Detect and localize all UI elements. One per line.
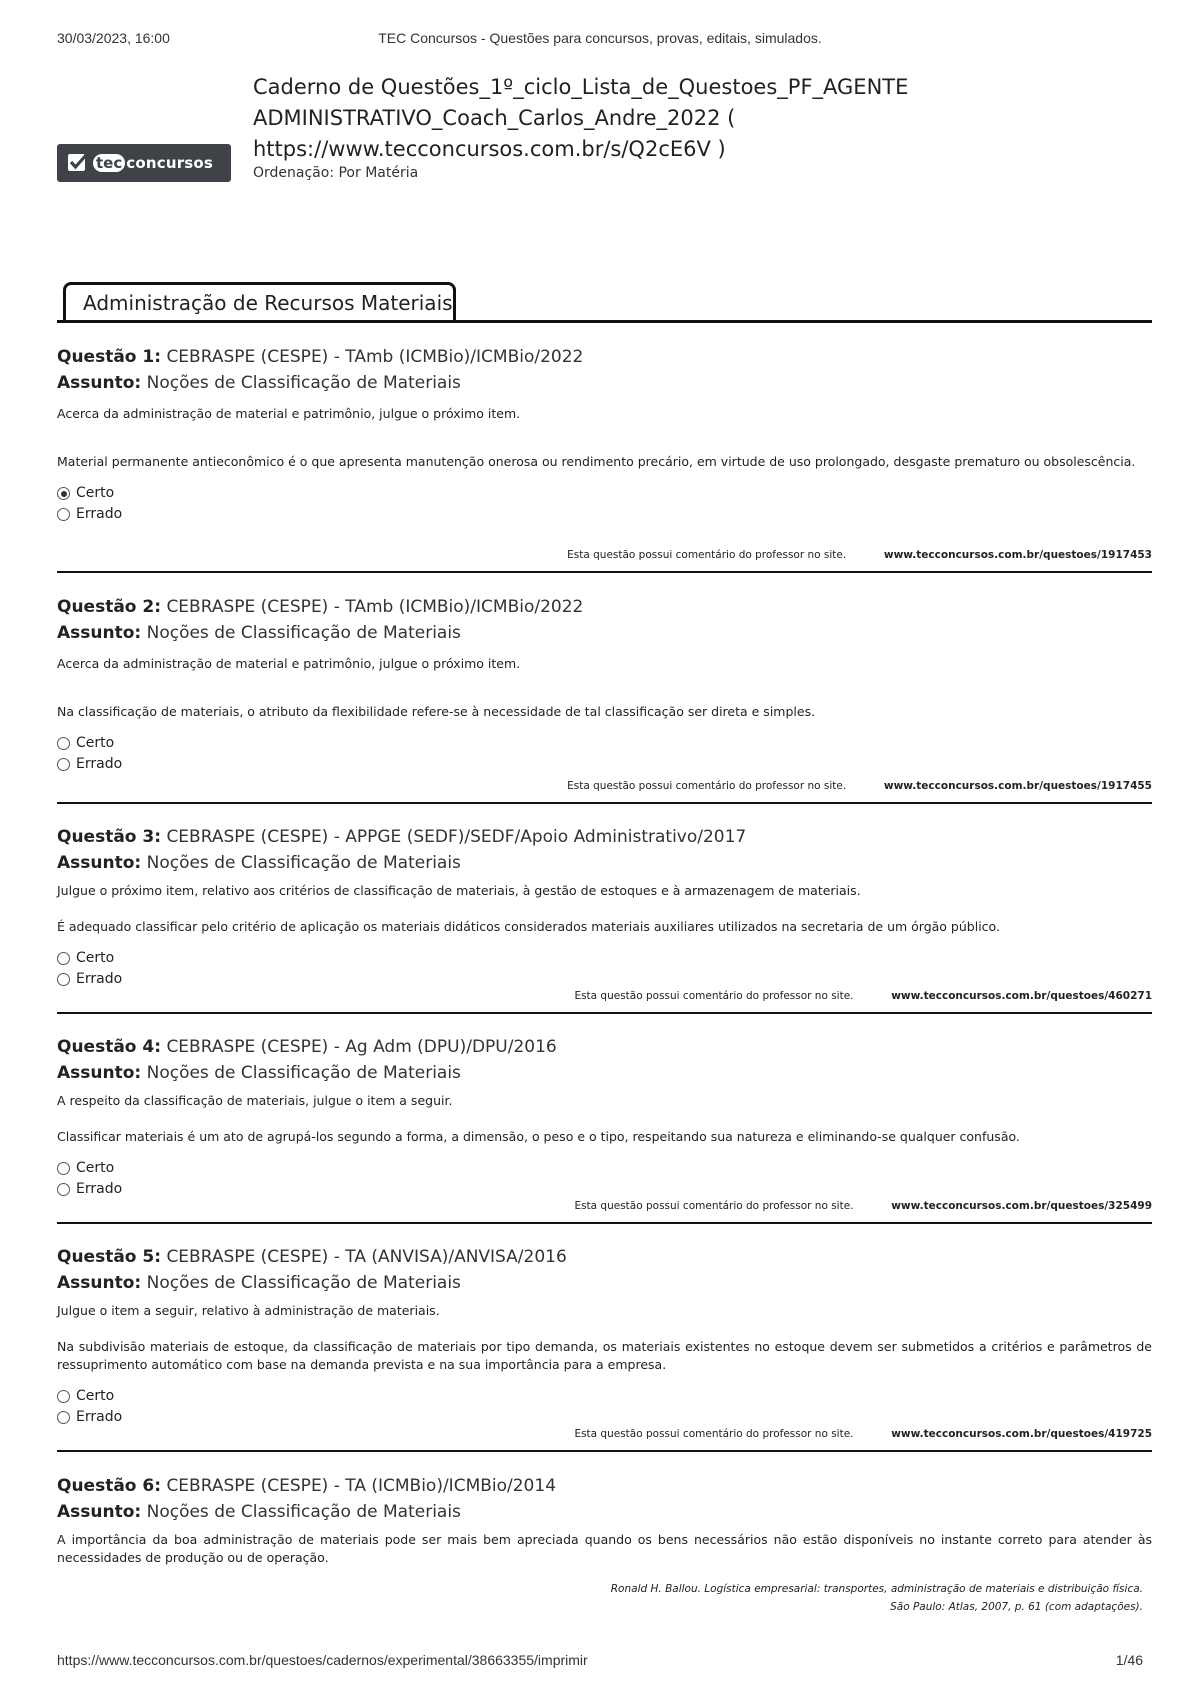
question-divider — [57, 1222, 1152, 1224]
question-number: Questão 2: — [57, 597, 162, 617]
radio-errado[interactable] — [57, 973, 70, 986]
option-errado[interactable] — [57, 754, 1152, 775]
question-footer — [574, 1200, 1152, 1212]
question-link[interactable]: www.tecconcursos.com.br/questoes/325499 — [891, 1200, 1152, 1212]
option-certo[interactable] — [57, 733, 1152, 754]
question-intro: Julgue o item a seguir, relativo à administração de materiais. — [57, 1303, 440, 1318]
option-errado[interactable] — [57, 1407, 1152, 1428]
page-number: 1/46 — [1115, 1652, 1143, 1668]
question-link[interactable]: www.tecconcursos.com.br/questoes/1917455 — [883, 780, 1152, 792]
option-label: Certo — [76, 735, 115, 751]
radio-errado[interactable] — [57, 1411, 70, 1424]
comment-note: Esta questão possui comentário do professor no site. — [567, 549, 847, 561]
question-divider — [57, 1012, 1152, 1014]
answer-options — [57, 948, 1152, 990]
tecconcursos-logo — [57, 144, 231, 182]
question-header — [57, 1244, 1152, 1270]
print-url: https://www.tecconcursos.com.br/questoes/cadernos/experimental/38663355/imprimir — [57, 1652, 588, 1668]
subject-tab: Administração de Recursos Materiais — [63, 282, 456, 322]
comment-note: Esta questão possui comentário do professor no site. — [574, 1428, 854, 1440]
logo-concursos: concursos — [126, 154, 214, 172]
radio-errado[interactable] — [57, 1183, 70, 1196]
question-number: Questão 1: — [57, 347, 162, 367]
radio-errado[interactable] — [57, 758, 70, 771]
option-certo[interactable] — [57, 1158, 1152, 1179]
question-header — [57, 1473, 1152, 1499]
option-label: Certo — [76, 950, 115, 966]
caderno-header — [57, 72, 1157, 202]
logo-tec: tec — [93, 154, 125, 172]
radio-errado[interactable] — [57, 508, 70, 521]
question-topic — [57, 1499, 1152, 1525]
option-errado[interactable] — [57, 1179, 1152, 1200]
question-header — [57, 1034, 1152, 1060]
radio-certo[interactable] — [57, 1162, 70, 1175]
question-link[interactable]: www.tecconcursos.com.br/questoes/1917453 — [883, 549, 1152, 561]
question-statement: É adequado classificar pelo critério de aplicação os materiais didáticos considerados materiais auxiliares utilizados na secretaria de um órgão público. — [57, 919, 1000, 934]
option-label: Errado — [76, 971, 123, 987]
option-certo[interactable] — [57, 948, 1152, 969]
assunto-value: Noções de Classificação de Materiais — [146, 623, 461, 643]
question-3 — [57, 824, 1152, 1002]
question-intro: A importância da boa administração de materiais pode ser mais bem apreciada quando os bens necessários não estão disponíveis no instante correto para atender às necessidades de produção ou de operação. — [57, 1532, 1152, 1565]
citation — [611, 1580, 1143, 1616]
comment-note: Esta questão possui comentário do professor no site. — [567, 780, 847, 792]
question-source: CEBRASPE (CESPE) - TA (ICMBio)/ICMBio/2014 — [166, 1476, 557, 1496]
question-4 — [57, 1034, 1152, 1212]
question-footer — [567, 549, 1152, 561]
question-source: CEBRASPE (CESPE) - TAmb (ICMBio)/ICMBio/2022 — [166, 347, 584, 367]
question-footer — [574, 990, 1152, 1002]
answer-options — [57, 1158, 1152, 1200]
radio-certo[interactable] — [57, 737, 70, 750]
answer-options — [57, 733, 1152, 775]
citation-line-2: São Paulo: Atlas, 2007, p. 61 (com adaptações). — [890, 1601, 1143, 1613]
question-statement: Material permanente antieconômico é o que apresenta manutenção onerosa ou rendimento precário, em virtude de uso prolongado, desgaste prematuro ou obsolescência. — [57, 454, 1136, 469]
caderno-title: Caderno de Questões_1º_ciclo_Lista_de_Questoes_PF_AGENTE ADMINISTRATIVO_Coach_Carlos_Andre_2022 ( https://www.tecconcursos.com.br/s/Q2cE6V ) — [253, 75, 909, 161]
question-intro: Acerca da administração de material e patrimônio, julgue o próximo item. — [57, 656, 521, 671]
assunto-value: Noções de Classificação de Materiais — [146, 1273, 461, 1293]
option-label: Errado — [76, 506, 123, 522]
assunto-value: Noções de Classificação de Materiais — [146, 1502, 461, 1522]
comment-note: Esta questão possui comentário do professor no site. — [574, 990, 854, 1002]
caderno-ordering: Ordenação: Por Matéria — [253, 165, 419, 181]
option-label: Certo — [76, 485, 115, 501]
question-header — [57, 344, 1152, 370]
question-number: Questão 4: — [57, 1037, 162, 1057]
question-divider — [57, 1450, 1152, 1452]
option-label: Errado — [76, 756, 123, 772]
assunto-label: Assunto: — [57, 1063, 142, 1083]
radio-certo[interactable] — [57, 1390, 70, 1403]
radio-certo[interactable] — [57, 487, 70, 500]
question-statement: Na subdivisão materiais de estoque, da classificação de materiais por tipo demanda, os materiais existentes no estoque devem ser submetidos a critérios e parâmetros de ressuprimento automático com base na demanda prevista e na sua importância para a empresa. — [57, 1339, 1152, 1372]
question-intro: Acerca da administração de material e patrimônio, julgue o próximo item. — [57, 406, 521, 421]
question-footer — [567, 780, 1152, 792]
question-5 — [57, 1244, 1152, 1440]
answer-options — [57, 1386, 1152, 1428]
question-intro: Julgue o próximo item, relativo aos critérios de classificação de materiais, à gestão de estoques e à armazenagem de materiais. — [57, 883, 861, 898]
option-certo[interactable] — [57, 1386, 1152, 1407]
question-number: Questão 6: — [57, 1476, 162, 1496]
assunto-value: Noções de Classificação de Materiais — [146, 1063, 461, 1083]
question-2 — [57, 594, 1152, 792]
question-number: Questão 5: — [57, 1247, 162, 1267]
option-errado[interactable] — [57, 969, 1152, 990]
assunto-value: Noções de Classificação de Materiais — [146, 853, 461, 873]
subject-divider — [57, 320, 1152, 323]
option-label: Certo — [76, 1388, 115, 1404]
print-page-title: TEC Concursos - Questões para concursos, provas, editais, simulados. — [378, 30, 822, 46]
question-header — [57, 824, 1152, 850]
answer-options — [57, 483, 1152, 525]
question-intro: A respeito da classificação de materiais, julgue o item a seguir. — [57, 1093, 453, 1108]
question-statement: Na classificação de materiais, o atributo da flexibilidade refere-se à necessidade de tal classificação ser direta e simples. — [57, 704, 816, 719]
question-header — [57, 594, 1152, 620]
option-certo[interactable] — [57, 483, 1152, 504]
question-statement: Classificar materiais é um ato de agrupá-los segundo a forma, a dimensão, o peso e o tipo, respeitando sua natureza e eliminando-se qualquer confusão. — [57, 1129, 1020, 1144]
question-6 — [57, 1473, 1152, 1567]
question-divider — [57, 571, 1152, 573]
option-label: Errado — [76, 1409, 123, 1425]
question-number: Questão 3: — [57, 827, 162, 847]
question-1 — [57, 344, 1152, 561]
comment-note: Esta questão possui comentário do professor no site. — [574, 1200, 854, 1212]
print-header — [57, 30, 1143, 50]
question-topic — [57, 620, 1152, 646]
question-source: CEBRASPE (CESPE) - TAmb (ICMBio)/ICMBio/2022 — [166, 597, 584, 617]
question-source: CEBRASPE (CESPE) - Ag Adm (DPU)/DPU/2016 — [166, 1037, 557, 1057]
question-topic — [57, 1270, 1152, 1296]
assunto-label: Assunto: — [57, 1502, 142, 1522]
radio-certo[interactable] — [57, 952, 70, 965]
assunto-value: Noções de Classificação de Materiais — [146, 373, 461, 393]
question-link[interactable]: www.tecconcursos.com.br/questoes/460271 — [891, 990, 1152, 1002]
assunto-label: Assunto: — [57, 373, 142, 393]
question-topic — [57, 1060, 1152, 1086]
question-link[interactable]: www.tecconcursos.com.br/questoes/419725 — [891, 1428, 1152, 1440]
question-footer — [574, 1428, 1152, 1440]
option-errado[interactable] — [57, 504, 1152, 525]
assunto-label: Assunto: — [57, 623, 142, 643]
checkmark-icon — [67, 152, 89, 174]
option-label: Certo — [76, 1160, 115, 1176]
assunto-label: Assunto: — [57, 853, 142, 873]
print-footer — [57, 1652, 1143, 1670]
print-datetime: 30/03/2023, 16:00 — [57, 30, 170, 46]
question-source: CEBRASPE (CESPE) - APPGE (SEDF)/SEDF/Apoio Administrativo/2017 — [166, 827, 747, 847]
question-divider — [57, 802, 1152, 804]
question-source: CEBRASPE (CESPE) - TA (ANVISA)/ANVISA/2016 — [166, 1247, 567, 1267]
option-label: Errado — [76, 1181, 123, 1197]
assunto-label: Assunto: — [57, 1273, 142, 1293]
question-topic — [57, 370, 1152, 396]
question-topic — [57, 850, 1152, 876]
citation-line-1: Ronald H. Ballou. Logística empresarial: transportes, administração de materiais e distribuição física. — [610, 1583, 1143, 1595]
